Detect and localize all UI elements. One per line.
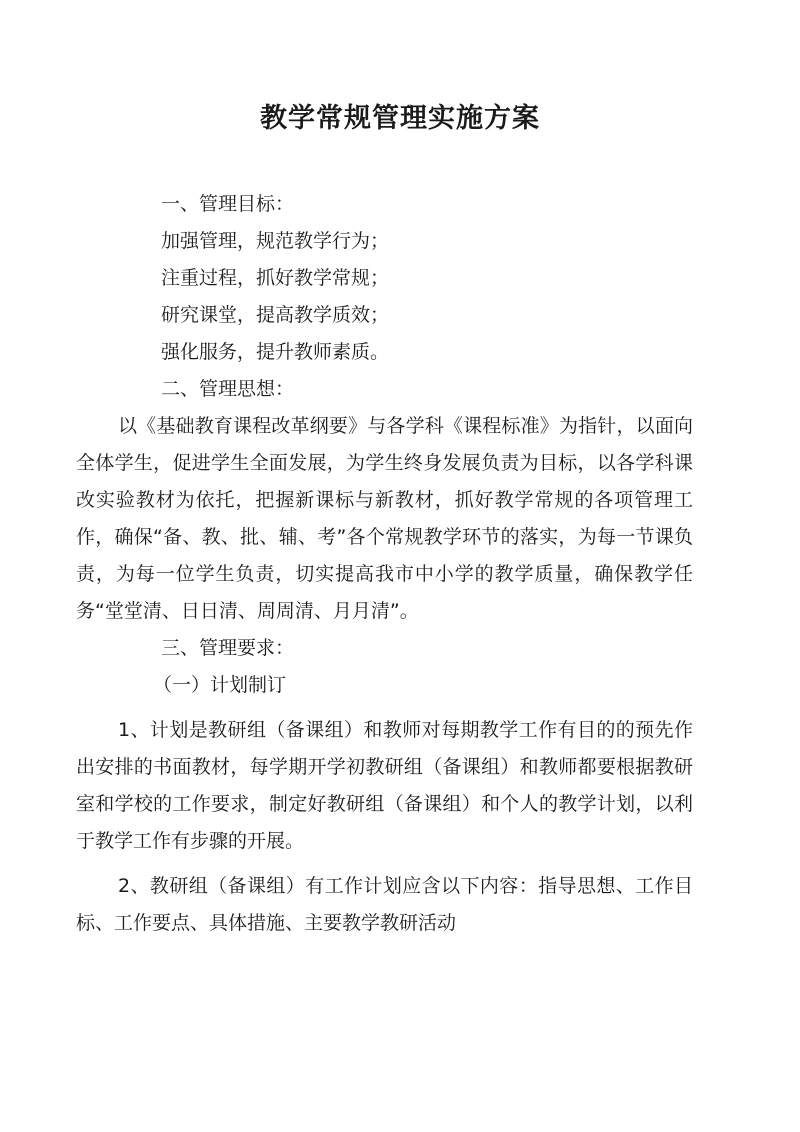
goal-item: 注重过程，抓好教学常规； — [161, 267, 390, 289]
document-title: 教学常规管理实施方案 — [260, 103, 540, 134]
plan-paragraph-1: 1、计划是教研组（备课组）和教师对每期教学工作有目的的预先作出安排的书面教材，每学期开学初教研组（备课组）和教师都要根据教研室和学校的工作要求，制定好教研组（备课组）和个人的教学计划，以利于教学工作有步骤的开展。 — [76, 719, 693, 852]
heading-management-ideas: 二、管理思想： — [161, 378, 295, 400]
management-ideas-paragraph: 以《基础教育课程改革纲要》与各学科《课程标准》为指针，以面向全体学生，促进学生全面发展，为学生终身发展负责为目标，以各学科课改实验教材为依托，把握新课标与新教材，抓好教学常规的各项管理工作，确保“备、教、批、辅、考”各个常规教学环节的落实，为每一节课负责，为每一位学生负责，切实提高我市中小学的教学质量，确保教学任务“堂堂清、日日清、周周清、月月清”。 — [76, 415, 693, 622]
subheading-plan: （一）计划制订 — [153, 674, 287, 696]
goal-item: 强化服务，提升教师素质。 — [161, 341, 390, 363]
heading-management-requirements: 三、管理要求： — [161, 637, 295, 659]
heading-management-goals: 一、管理目标： — [161, 193, 295, 215]
goal-item: 研究课堂，提高教学质效； — [161, 304, 390, 326]
goal-item: 加强管理，规范教学行为； — [161, 230, 390, 252]
document-body — [76, 186, 693, 942]
plan-paragraph-2: 2、教研组（备课组）有工作计划应含以下内容：指导思想、工作目标、工作要点、具体措施、主要教学教研活动 — [76, 875, 693, 934]
